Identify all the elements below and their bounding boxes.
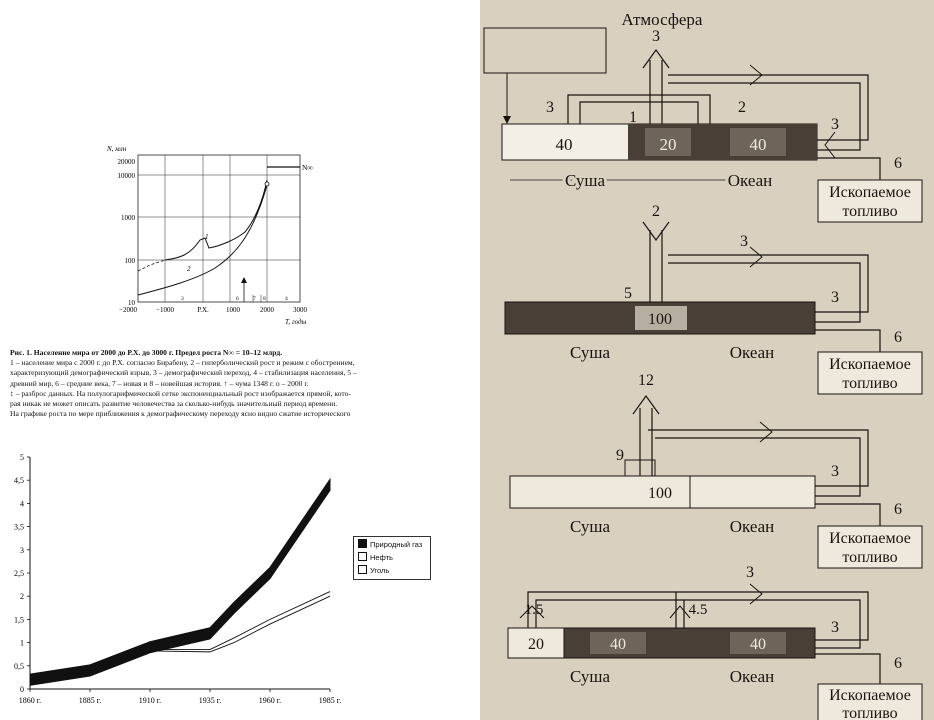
panel3-fossil-label-2: топливо [842, 549, 898, 566]
panel-3 [510, 372, 922, 568]
panel1-value-ocean: 40 [749, 135, 767, 154]
panel1-flux-fossil: 6 [894, 155, 902, 172]
plague-arrow-head [241, 277, 247, 283]
series-gas-band [30, 479, 330, 685]
panel2-flux-return-top: 3 [740, 233, 748, 250]
panel4-value-mid: 40 [610, 636, 626, 653]
y-tick-label: 4 [20, 499, 24, 509]
y-tick-label: 4,5 [14, 476, 24, 486]
legend-item-coal [358, 565, 389, 577]
panel1-land-label: Суша [564, 171, 606, 190]
x-tick: 2000 [260, 306, 274, 314]
panel1-fossil-line [817, 158, 880, 180]
period-label: 8 [263, 296, 266, 302]
panel4-flux-top: 3 [746, 564, 754, 581]
y-tick: 20000 [117, 158, 135, 166]
caption-line: ↕ – разброс данных. На полулогарифмической сетке экспоненциальный рост изображается прямой, кото- [10, 388, 351, 398]
y-tick-label: 0,5 [14, 661, 24, 671]
legend-swatch [358, 565, 367, 574]
panel3-up-flux [640, 408, 652, 476]
year-2000-marker [265, 182, 269, 186]
y-tick-label: 1,5 [14, 615, 24, 625]
n-infinity-label: N∞ [302, 163, 313, 172]
panel1-flux-top: 3 [652, 28, 660, 45]
x-tick: 3000 [293, 306, 307, 314]
legend-label: Нефть [370, 553, 393, 562]
y-tick: 10000 [117, 172, 135, 180]
period-label: 4 [285, 296, 288, 302]
curve-1 [165, 180, 267, 260]
caption-line: характеризующий демографический взрыв, 3 – демографический переход, 4 – стабилизация населения, 5 – [10, 368, 357, 378]
legend-item-oil [358, 552, 393, 564]
panel1-chevron [825, 132, 835, 158]
panel3-chevron [760, 422, 772, 442]
panel1-up-flux [650, 60, 662, 124]
legend-label: Уголь [370, 566, 390, 575]
panel-2 [505, 203, 922, 394]
panel4-flux-right: 4.5 [688, 602, 708, 618]
carbon-cycle-page [480, 0, 934, 720]
panel-1 [502, 28, 922, 222]
y-tick-label: 1 [20, 638, 24, 648]
panel2-fossil-label-1: Ископаемое [829, 356, 911, 373]
panel4-flux-fossil: 6 [894, 655, 902, 672]
y-axis-label: N, млн [107, 145, 127, 153]
panel2-flux-top: 2 [652, 203, 660, 220]
period-label: 7 [253, 296, 256, 302]
atmosphere-title: Атмосфера [621, 10, 703, 29]
panel4-flux-left: 1.5 [524, 602, 544, 618]
panel2-land-label: Суша [569, 343, 611, 362]
panel4-flux-loop-inner [536, 600, 684, 628]
y-tick: 1000 [121, 214, 135, 222]
panel4-flux-return: 3 [831, 619, 839, 636]
y-tick-label: 3 [20, 545, 24, 555]
caption-title: Рис. 1. Население мира от 2000 до Р.Х. до 3000 г. Предел роста N∞ = 10–12 млрд. [10, 348, 283, 357]
x-tick-label: 1985 г. [318, 696, 342, 705]
panel2-flux-left: 5 [624, 285, 632, 302]
y-tick: 10 [128, 299, 135, 307]
legend-label: Природный газ [370, 540, 423, 549]
caption-line: 1 – население мира с 2000 г. до Р.Х. согласно Бирабену, 2 – гиперболический рост и режим с обострением, [10, 358, 355, 368]
x-tick: −2000 [119, 306, 137, 314]
y-tick: 100 [124, 257, 135, 265]
panel1-value-mid: 20 [659, 135, 677, 154]
panel3-fossil-label-1: Ископаемое [829, 530, 911, 547]
panel4-fossil-line [815, 654, 880, 684]
x-axis-label: T, годы [285, 318, 307, 326]
legend-swatch [358, 539, 367, 548]
panel2-down-arrow [643, 222, 669, 240]
panel4-chevron [670, 606, 690, 618]
panel1-flux-left: 3 [546, 99, 554, 116]
panel2-fossil-line [815, 330, 880, 355]
panel3-land-label: Суша [569, 517, 611, 536]
panel3-flux-fossil: 6 [894, 501, 902, 518]
legend-item-gas [358, 539, 422, 551]
x-tick-label: 1910 г. [138, 696, 162, 705]
y-tick-label: 2,5 [14, 569, 24, 578]
curve-label: 1 [205, 233, 209, 241]
empty-label-box [484, 28, 606, 73]
panel1-fossil-label-2: топливо [842, 203, 898, 220]
x-tick: −1000 [156, 306, 174, 314]
period-label: 6 [236, 296, 239, 302]
x-tick-label: 1860 г. [18, 696, 42, 705]
curve-label: 2 [187, 265, 191, 273]
panel1-value-land: 40 [555, 135, 573, 154]
energy-chart [0, 445, 350, 720]
panel3-flux-top: 12 [638, 372, 654, 389]
caption-line: На графике роста по мере приближения к демографическому переходу ясно видно сжатие исторического [10, 409, 351, 419]
figure1-caption [10, 348, 430, 419]
panel2-value: 100 [648, 311, 672, 328]
panel2-fossil-label-2: топливо [842, 375, 898, 392]
curve-2 [138, 185, 267, 295]
panel1-flux-return: 3 [831, 116, 839, 133]
caption-line: рая никак не может описать развитие человечества за сколько-нибудь значительный период времени. [10, 399, 338, 409]
panel3-up-arrow [633, 396, 659, 414]
x-tick-label: 1935 г. [198, 696, 222, 705]
panel1-flux-loop-inner [580, 102, 698, 124]
panel3-flux-left: 9 [616, 447, 624, 464]
panel4-fossil-label-1: Ископаемое [829, 687, 911, 704]
panel1-flux-right: 2 [738, 99, 746, 116]
carbon-cycle-diagram [480, 0, 934, 720]
panel4-value-ocean: 40 [750, 636, 766, 653]
period-label: 3 [181, 296, 184, 302]
panel-4 [508, 564, 922, 720]
panel2-flux-return: 3 [831, 289, 839, 306]
panel4-land-label: Суша [569, 667, 611, 686]
panel1-flux-mid: 1 [629, 109, 637, 126]
panel4-value-land: 20 [528, 636, 544, 653]
x-tick-label: 1885 г. [78, 696, 102, 705]
y-tick-label: 0 [20, 685, 24, 694]
panel1-flux-loop [568, 95, 710, 124]
y-tick-label: 3,5 [14, 522, 24, 532]
chart-legend [353, 536, 431, 580]
panel4-flux-loop [528, 592, 676, 628]
panel2-flux-fossil: 6 [894, 329, 902, 346]
x-tick: 1000 [226, 306, 240, 314]
panel3-flux-return: 3 [831, 463, 839, 480]
curve-dashed [138, 260, 165, 271]
panel3-ocean-label: Океан [729, 517, 775, 536]
panel1-up-arrow [643, 50, 669, 68]
panel3-value: 100 [648, 485, 672, 502]
x-tick: Р.Х. [197, 306, 209, 314]
y-tick-label: 5 [20, 453, 24, 462]
y-tick-label: 2 [20, 592, 24, 602]
plot-frame [138, 155, 300, 302]
panel4-chevron [750, 584, 762, 604]
population-chart [95, 140, 325, 335]
caption-line: древний мир, 6 – средние века, 7 – новая и 8 – новейшая история. ↑ – чума 1348 г. о – 2000 г. [10, 378, 309, 388]
panel1-fossil-label-1: Ископаемое [829, 184, 911, 201]
x-tick-label: 1960 г. [258, 696, 282, 705]
panel2-ocean-label: Океан [729, 343, 775, 362]
panel4-ocean-label: Океан [729, 667, 775, 686]
panel2-chevron [750, 247, 762, 267]
panel4-fossil-label-2: топливо [842, 705, 898, 720]
panel1-ocean-label: Океан [727, 171, 773, 190]
legend-swatch [358, 552, 367, 561]
pointer-arrowhead [503, 116, 511, 124]
